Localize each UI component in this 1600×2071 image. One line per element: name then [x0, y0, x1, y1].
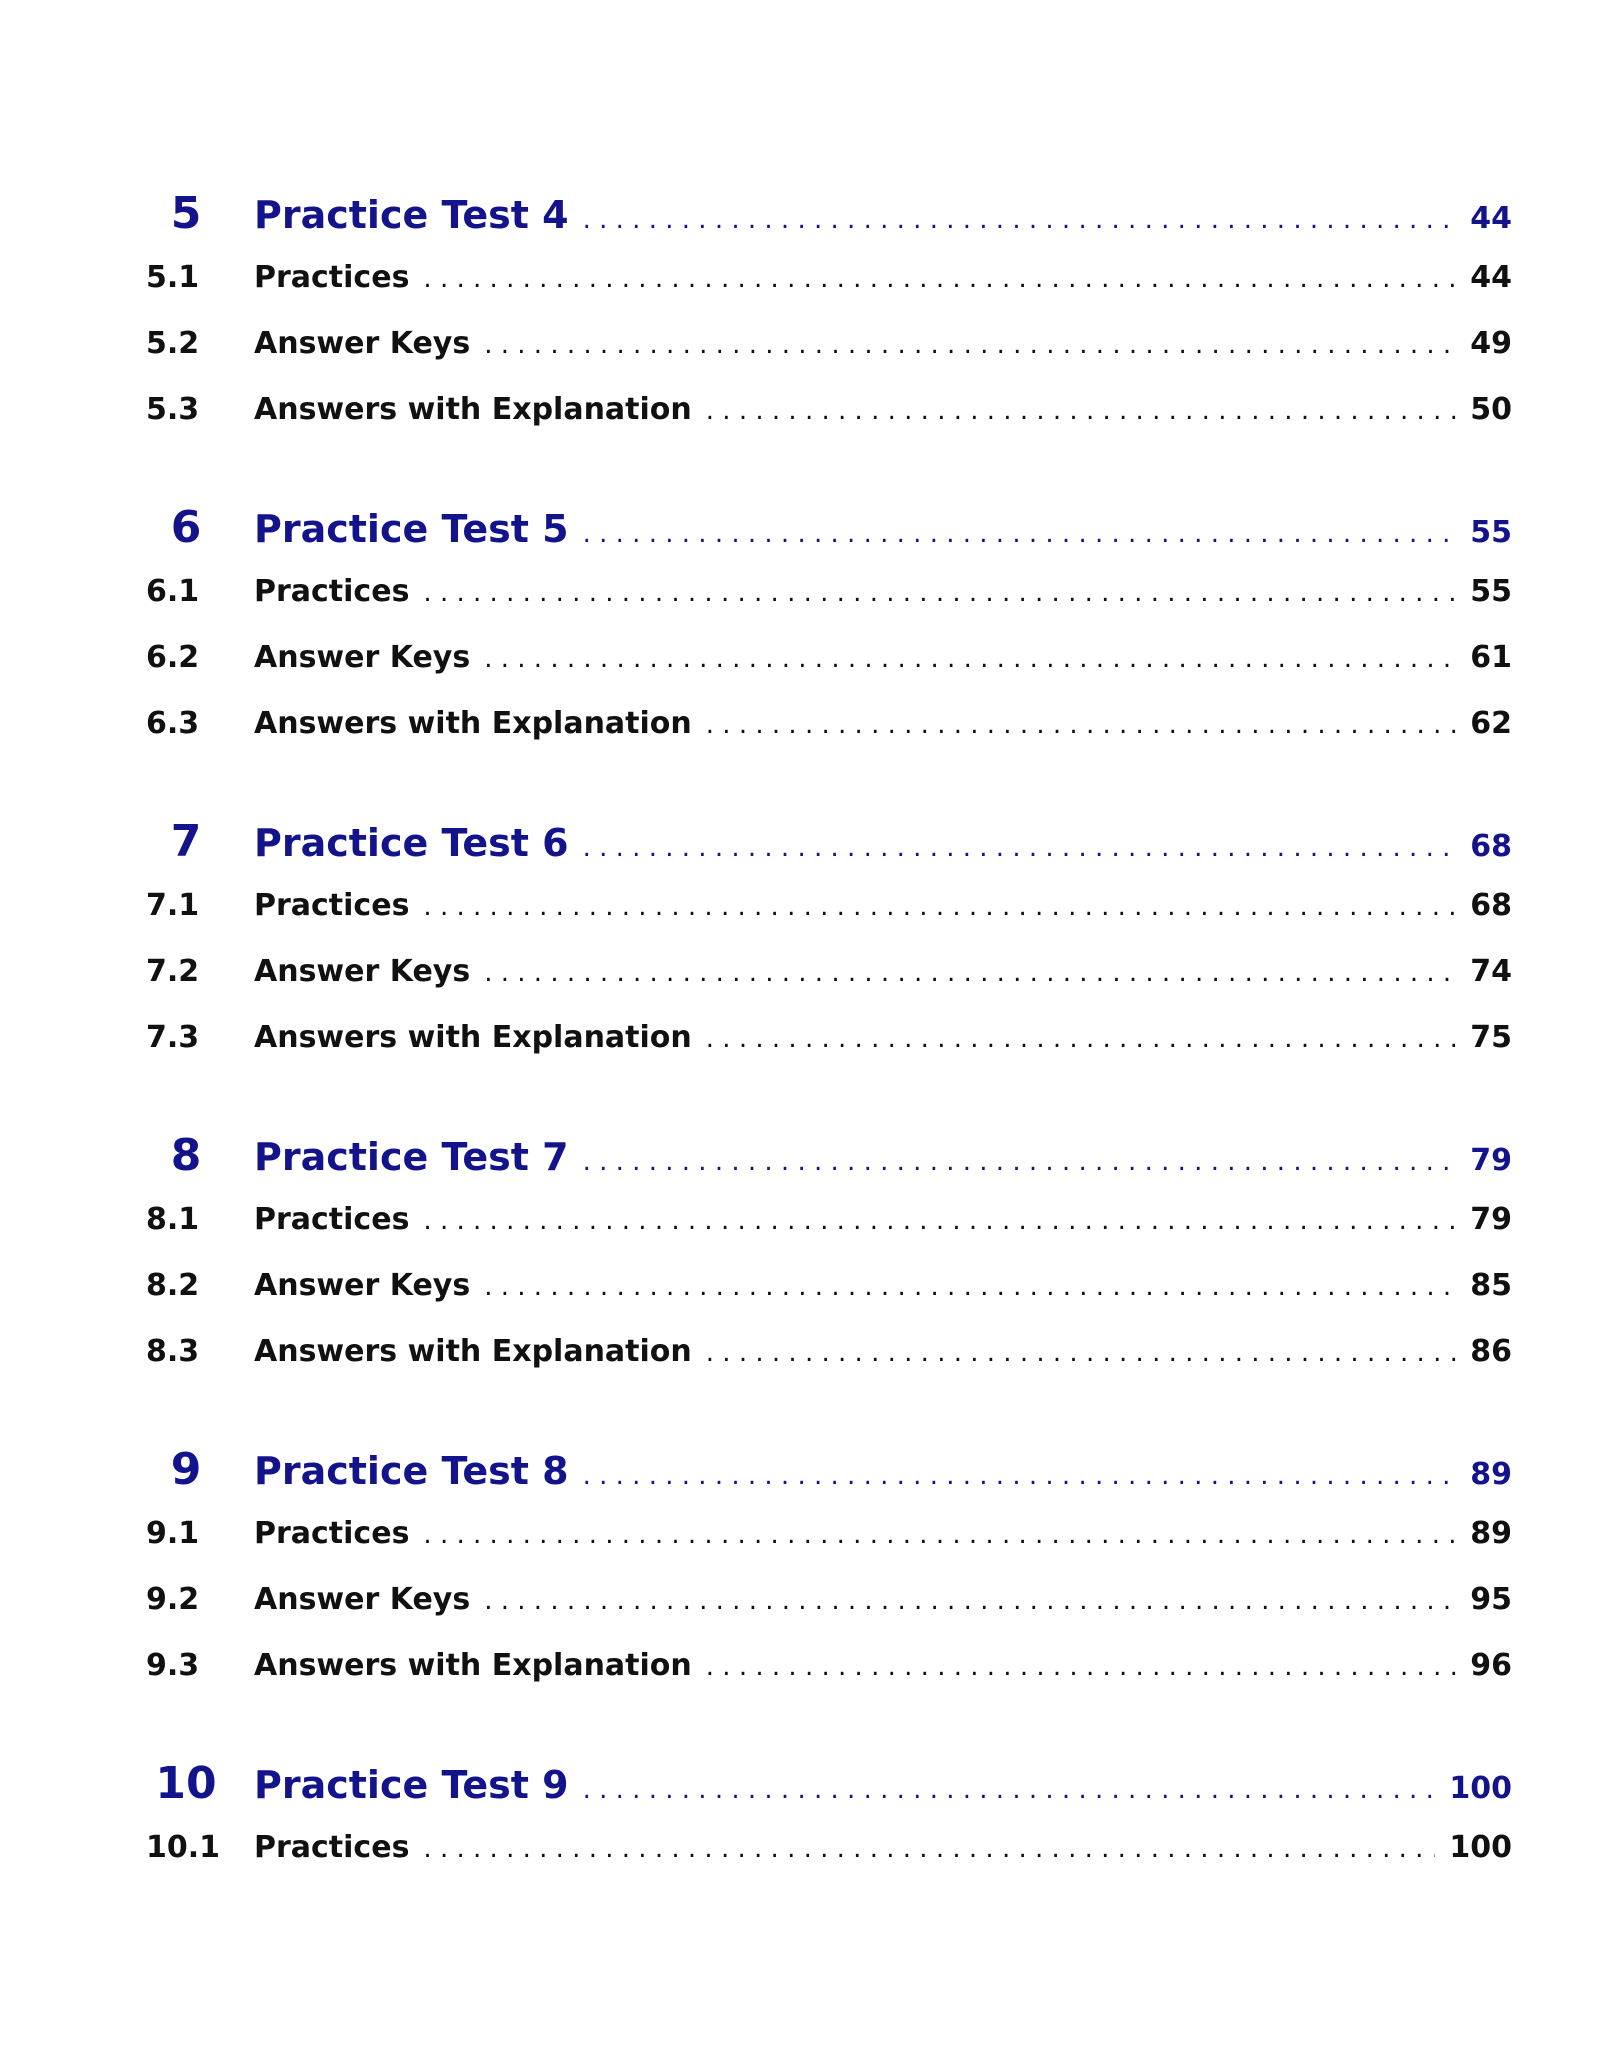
section-title[interactable]: Practices: [254, 574, 410, 609]
section-page-number[interactable]: 49: [1470, 326, 1512, 361]
section-title[interactable]: Answers with Explanation: [254, 706, 692, 741]
section-page-number[interactable]: 55: [1470, 574, 1512, 609]
section-page-number[interactable]: 74: [1470, 954, 1512, 989]
dot-leader: [706, 710, 1456, 740]
section-number: 7.1: [146, 888, 200, 923]
toc-section-entry[interactable]: [146, 392, 1512, 458]
toc-section-entry[interactable]: [146, 574, 1512, 640]
section-number: 7.2: [146, 954, 200, 989]
dot-leader: [423, 1520, 1456, 1550]
section-page-number[interactable]: 75: [1470, 1020, 1512, 1055]
dot-leader: [706, 1024, 1456, 1054]
section-title[interactable]: Answers with Explanation: [254, 392, 692, 427]
toc-section-entry[interactable]: [146, 1830, 1512, 1896]
section-number: 6.1: [146, 574, 200, 609]
toc-chapter-block: [146, 188, 1512, 458]
toc-chapter-entry[interactable]: [146, 502, 1512, 562]
toc-section-entry[interactable]: [146, 326, 1512, 392]
chapter-page-number[interactable]: 68: [1470, 829, 1512, 864]
toc-chapter-block: [146, 1444, 1512, 1714]
chapter-number: 10: [155, 1758, 217, 1809]
dot-leader: [484, 958, 1456, 988]
section-number: 10.1: [146, 1830, 221, 1865]
section-title[interactable]: Practices: [254, 888, 410, 923]
dot-leader: [484, 644, 1456, 674]
chapter-title[interactable]: Practice Test 9: [254, 1763, 569, 1807]
chapter-number: 7: [170, 816, 202, 867]
toc-section-entry[interactable]: [146, 706, 1512, 772]
toc-chapter-entry[interactable]: [146, 1758, 1512, 1818]
dot-leader: [583, 1147, 1457, 1177]
section-title[interactable]: Answers with Explanation: [254, 1334, 692, 1369]
toc-section-entry[interactable]: [146, 1648, 1512, 1714]
dot-leader: [583, 833, 1457, 863]
section-title[interactable]: Answers with Explanation: [254, 1648, 692, 1683]
chapter-title[interactable]: Practice Test 7: [254, 1135, 569, 1179]
dot-leader: [423, 578, 1456, 608]
table-of-contents: [146, 188, 1512, 1940]
toc-chapter-entry[interactable]: [146, 188, 1512, 248]
section-number: 6.2: [146, 640, 200, 675]
section-title[interactable]: Answers with Explanation: [254, 1020, 692, 1055]
chapter-number: 6: [170, 502, 202, 553]
section-number: 8.2: [146, 1268, 200, 1303]
toc-chapter-block: [146, 502, 1512, 772]
section-number: 5.3: [146, 392, 200, 427]
dot-leader: [706, 1652, 1456, 1682]
toc-section-entry[interactable]: [146, 1202, 1512, 1268]
chapter-page-number[interactable]: 89: [1470, 1457, 1512, 1492]
toc-section-entry[interactable]: [146, 1334, 1512, 1400]
section-title[interactable]: Practices: [254, 1516, 410, 1551]
section-page-number[interactable]: 62: [1470, 706, 1512, 741]
dot-leader: [484, 330, 1456, 360]
section-number: 9.3: [146, 1648, 200, 1683]
section-number: 8.1: [146, 1202, 200, 1237]
toc-section-entry[interactable]: [146, 1516, 1512, 1582]
section-title[interactable]: Answer Keys: [254, 1268, 471, 1303]
toc-section-entry[interactable]: [146, 1582, 1512, 1648]
section-page-number[interactable]: 68: [1470, 888, 1512, 923]
toc-chapter-entry[interactable]: [146, 816, 1512, 876]
toc-chapter-entry[interactable]: [146, 1130, 1512, 1190]
section-title[interactable]: Answer Keys: [254, 640, 471, 675]
section-title[interactable]: Practices: [254, 1202, 410, 1237]
dot-leader: [706, 396, 1456, 426]
section-page-number[interactable]: 100: [1449, 1830, 1512, 1865]
dot-leader: [423, 892, 1456, 922]
chapter-title[interactable]: Practice Test 4: [254, 193, 569, 237]
toc-section-entry[interactable]: [146, 640, 1512, 706]
section-number: 9.2: [146, 1582, 200, 1617]
toc-chapter-block: [146, 816, 1512, 1086]
dot-leader: [706, 1338, 1456, 1368]
chapter-number: 5: [170, 188, 202, 239]
toc-chapter-block: [146, 1130, 1512, 1400]
toc-chapter-block: [146, 1758, 1512, 1896]
section-number: 8.3: [146, 1334, 200, 1369]
section-number: 9.1: [146, 1516, 200, 1551]
section-page-number[interactable]: 44: [1470, 260, 1512, 295]
toc-section-entry[interactable]: [146, 954, 1512, 1020]
section-page-number[interactable]: 61: [1470, 640, 1512, 675]
section-page-number[interactable]: 79: [1470, 1202, 1512, 1237]
section-page-number[interactable]: 95: [1470, 1582, 1512, 1617]
dot-leader: [583, 1775, 1436, 1805]
dot-leader: [583, 1461, 1457, 1491]
toc-section-entry[interactable]: [146, 260, 1512, 326]
chapter-page-number[interactable]: 79: [1470, 1143, 1512, 1178]
dot-leader: [423, 1834, 1435, 1864]
toc-section-entry[interactable]: [146, 1020, 1512, 1086]
section-number: 6.3: [146, 706, 200, 741]
chapter-title[interactable]: Practice Test 8: [254, 1449, 569, 1493]
chapter-number: 8: [170, 1130, 202, 1181]
dot-leader: [484, 1272, 1456, 1302]
section-title[interactable]: Practices: [254, 260, 410, 295]
section-title[interactable]: Answer Keys: [254, 1582, 471, 1617]
section-title[interactable]: Answer Keys: [254, 326, 471, 361]
dot-leader: [423, 264, 1456, 294]
section-number: 7.3: [146, 1020, 200, 1055]
chapter-page-number[interactable]: 100: [1449, 1771, 1512, 1806]
section-number: 5.1: [146, 260, 200, 295]
section-title[interactable]: Answer Keys: [254, 954, 471, 989]
chapter-page-number[interactable]: 44: [1470, 201, 1512, 236]
toc-section-entry[interactable]: [146, 1268, 1512, 1334]
section-page-number[interactable]: 89: [1470, 1516, 1512, 1551]
section-page-number[interactable]: 86: [1470, 1334, 1512, 1369]
chapter-number: 9: [170, 1444, 202, 1495]
dot-leader: [484, 1586, 1456, 1616]
section-number: 5.2: [146, 326, 200, 361]
chapter-page-number[interactable]: 55: [1470, 515, 1512, 550]
dot-leader: [583, 519, 1457, 549]
section-page-number[interactable]: 85: [1470, 1268, 1512, 1303]
toc-section-entry[interactable]: [146, 888, 1512, 954]
chapter-title[interactable]: Practice Test 6: [254, 821, 569, 865]
section-page-number[interactable]: 96: [1470, 1648, 1512, 1683]
section-title[interactable]: Practices: [254, 1830, 410, 1865]
dot-leader: [583, 205, 1457, 235]
toc-chapter-entry[interactable]: [146, 1444, 1512, 1504]
section-page-number[interactable]: 50: [1470, 392, 1512, 427]
chapter-title[interactable]: Practice Test 5: [254, 507, 569, 551]
dot-leader: [423, 1206, 1456, 1236]
